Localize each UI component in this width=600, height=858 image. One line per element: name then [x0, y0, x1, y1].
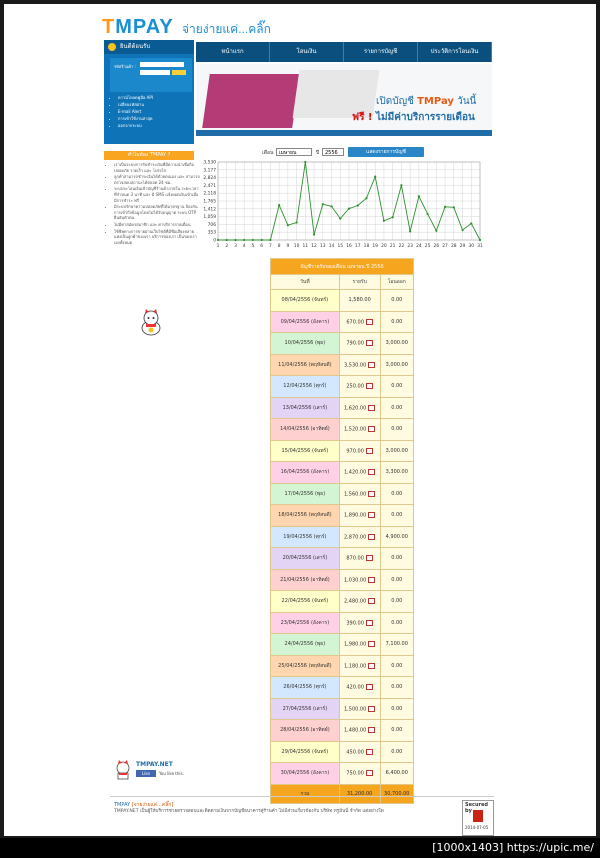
table-row — [271, 354, 414, 376]
row-date: 18/04/2556 (พฤหัสบดี) — [271, 505, 340, 527]
x-tick-label: 9 — [286, 244, 290, 249]
row-income — [339, 698, 380, 720]
why-tmpay-header: ทำไมต้อง TMPAY ? — [104, 151, 194, 160]
data-point — [365, 197, 367, 199]
table-row — [271, 763, 414, 785]
data-point — [348, 208, 350, 210]
row-date: 15/04/2556 (จันทร์) — [271, 440, 340, 462]
x-tick-label: 8 — [277, 244, 281, 249]
login-box — [104, 40, 194, 144]
x-tick-label: 7 — [269, 244, 272, 249]
row-income-value: 1,620.00 — [344, 405, 367, 411]
row-income — [339, 290, 380, 312]
login-form — [110, 58, 192, 92]
detail-arrow-icon[interactable] — [366, 383, 373, 389]
fb-like-text: You like this. — [159, 771, 184, 776]
data-point — [409, 230, 411, 232]
x-tick-label: 27 — [442, 244, 448, 249]
table-row — [271, 505, 414, 527]
nav-statement[interactable]: รายการบัญชี — [344, 42, 418, 62]
login-link-email-alert[interactable]: • E-mail Alert — [118, 108, 153, 115]
merchant-code-label: รหัสร้านค้า : — [114, 64, 136, 69]
row-date: 30/04/2556 (อังคาร) — [271, 763, 340, 785]
data-point — [470, 222, 472, 224]
login-link-password[interactable]: • เปลี่ยนรหัสผ่าน — [118, 101, 153, 108]
total-income: 31,200.00 — [339, 784, 380, 803]
row-out: 0.00 — [380, 677, 413, 699]
data-point — [261, 239, 263, 241]
detail-arrow-icon[interactable] — [368, 469, 375, 475]
data-point — [304, 161, 306, 163]
y-tick-label: 1,765 — [203, 199, 216, 205]
table-total-row — [271, 784, 414, 803]
col-out: โอนออก — [380, 275, 413, 290]
row-date: 09/04/2556 (อังคาร) — [271, 311, 340, 333]
detail-arrow-icon[interactable] — [368, 706, 375, 712]
banner-text-1c: วันนี้ — [457, 96, 477, 107]
banner-text-1b: TMPay — [417, 96, 454, 107]
row-out: 4,900.00 — [380, 526, 413, 548]
x-tick-label: 26 — [433, 244, 440, 249]
login-links — [112, 94, 153, 129]
secured-date: 2014-07-05 — [465, 825, 489, 830]
data-point — [330, 205, 332, 207]
row-date: 28/04/2556 (อาทิตย์) — [271, 720, 340, 742]
row-date: 20/04/2556 (เสาร์) — [271, 548, 340, 570]
secured-by-text: Secured by — [465, 802, 488, 814]
row-out: 0.00 — [380, 290, 413, 312]
row-income-value: 970.00 — [346, 448, 364, 454]
row-date: 11/04/2556 (พฤหัสบดี) — [271, 354, 340, 376]
footer-disclaimer: TMPAY.NET เป็นผู้ให้บริการช่วยตรวจสอบและติดตามเงินจากบัญชีธนาคารสู่ร้านค้า ไม่มีส่วนเกี่ยวข้องกับ บริษัท ทรูมันนี่ จำกัด แต่อย่างใด — [114, 809, 384, 814]
data-point — [252, 239, 254, 241]
row-income-value: 1,030.00 — [344, 577, 367, 583]
data-point — [357, 204, 359, 206]
data-point — [418, 195, 420, 197]
x-tick-label: 15 — [337, 244, 344, 249]
income-table — [270, 258, 414, 804]
detail-arrow-icon[interactable] — [368, 426, 375, 432]
detail-arrow-icon[interactable] — [366, 749, 373, 755]
login-header — [104, 40, 194, 54]
row-income — [339, 354, 380, 376]
row-date: 10/04/2556 (พุธ) — [271, 333, 340, 355]
why-item: • ไม่มีค่าสมัครสมาชิก และ ค่าบริการรายเดือน — [114, 222, 200, 228]
detail-arrow-icon[interactable] — [368, 727, 375, 733]
x-tick-label: 2 — [225, 244, 229, 249]
why-item: • มีระบบรักษาความปลอดภัยที่ได้มาตรฐาน ป้องกันการเข้าถึงข้อมูลโดยไม่ได้รับอนุญาต ระบบ OTP ยืนยันตัวตน — [114, 204, 200, 221]
nav-transfer[interactable]: โอนเงิน — [270, 42, 344, 62]
row-out: 0.00 — [380, 655, 413, 677]
data-point — [339, 217, 341, 219]
banner-headline — [376, 94, 476, 109]
data-point — [287, 224, 289, 226]
income-chart — [198, 158, 488, 252]
year-label: ปี — [316, 150, 320, 156]
row-out: 0.00 — [380, 397, 413, 419]
row-income-value: 390.00 — [346, 620, 364, 626]
login-button[interactable] — [172, 70, 186, 75]
data-point — [435, 230, 437, 232]
fb-like-button[interactable]: Like — [136, 770, 156, 777]
logo-text: MPAY — [115, 16, 174, 38]
row-income — [339, 569, 380, 591]
data-point — [479, 239, 481, 241]
row-income — [339, 677, 380, 699]
month-label: เดือน — [262, 150, 274, 156]
detail-arrow-icon[interactable] — [366, 340, 373, 346]
row-income — [339, 505, 380, 527]
x-tick-label: 12 — [311, 244, 317, 249]
detail-arrow-icon[interactable] — [368, 534, 375, 540]
tmpay-cat-logo-icon — [114, 760, 132, 780]
login-link-logout[interactable]: • ออกจากระบบ — [118, 122, 153, 129]
data-point — [374, 175, 376, 177]
row-out: 0.00 — [380, 591, 413, 613]
x-tick-label: 30 — [468, 244, 475, 249]
row-out: 0.00 — [380, 720, 413, 742]
detail-arrow-icon[interactable] — [368, 577, 375, 583]
row-income-value: 1,480.00 — [344, 727, 367, 734]
y-tick-label: 1,412 — [203, 207, 216, 213]
row-income-value: 3,530.00 — [344, 362, 367, 368]
table-row — [271, 677, 414, 699]
row-date: 21/04/2556 (อาทิตย์) — [271, 569, 340, 591]
x-tick-label: 28 — [451, 244, 457, 249]
why-item: • ใช้ชีพทางการขายผ่านเว็บไซต์ที่มีชื่อเสียงหลายแห่งเป็นลูกค้าของเรา บริการของเรา เป็นของเราเองทั้งหมด — [114, 229, 200, 246]
row-date: 08/04/2556 (จันทร์) — [271, 290, 340, 312]
image-host-caption: [1000x1403] https://upic.me/ — [432, 841, 594, 854]
row-income-value: 750.00 — [346, 770, 364, 777]
x-tick-label: 21 — [389, 244, 396, 249]
x-tick-label: 17 — [354, 244, 361, 249]
x-tick-label: 14 — [328, 244, 335, 249]
col-income: รายรับ — [339, 275, 380, 290]
x-tick-label: 4 — [242, 244, 246, 249]
secured-badge[interactable] — [462, 800, 494, 836]
x-tick-label: 23 — [407, 244, 413, 249]
row-out: 0.00 — [380, 698, 413, 720]
detail-arrow-icon[interactable] — [368, 512, 375, 518]
table-row — [271, 548, 414, 570]
promo-banner[interactable] — [196, 64, 492, 136]
data-point — [322, 203, 324, 205]
table-row — [271, 397, 414, 419]
row-income-value: 670.00 — [346, 319, 364, 325]
row-income-value: 250.00 — [346, 383, 364, 390]
row-out: 0.00 — [380, 612, 413, 634]
row-income — [339, 397, 380, 419]
row-out: 3,300.00 — [380, 462, 413, 484]
x-tick-label: 16 — [346, 244, 352, 249]
row-income-value: 1,500.00 — [344, 706, 367, 712]
y-tick-label: 3,530 — [203, 160, 216, 166]
table-row — [271, 483, 414, 505]
x-tick-label: 24 — [416, 244, 422, 249]
year-select[interactable]: 2556 — [322, 148, 344, 156]
row-out: 0.00 — [380, 548, 413, 570]
table-row — [271, 440, 414, 462]
row-income-value: 1,420.00 — [344, 469, 367, 476]
row-income-value: 1,180.00 — [344, 663, 367, 669]
row-income-value: 2,480.00 — [344, 598, 367, 605]
table-row — [271, 612, 414, 634]
page — [4, 4, 596, 836]
row-income — [339, 462, 380, 484]
table-row — [271, 376, 414, 398]
row-date: 13/04/2556 (เสาร์) — [271, 397, 340, 419]
row-income — [339, 419, 380, 441]
data-point — [243, 239, 245, 241]
row-date: 17/04/2556 (พุธ) — [271, 483, 340, 505]
row-date: 27/04/2556 (เสาร์) — [271, 698, 340, 720]
row-date: 26/04/2556 (ศุกร์) — [271, 677, 340, 699]
banner-text-2b: ไม่มีค่าบริการรายเดือน — [375, 112, 475, 123]
data-point — [400, 184, 402, 186]
row-date: 24/04/2556 (พุธ) — [271, 634, 340, 656]
table-row — [271, 419, 414, 441]
row-out: 3,000.00 — [380, 354, 413, 376]
row-income — [339, 376, 380, 398]
row-date: 14/04/2556 (อาทิตย์) — [271, 419, 340, 441]
row-date: 23/04/2556 (อังคาร) — [271, 612, 340, 634]
row-income-value: 420.00 — [346, 684, 364, 691]
row-income-value: 1,520.00 — [344, 426, 367, 433]
table-row — [271, 741, 414, 763]
detail-arrow-icon[interactable] — [368, 641, 375, 647]
row-income-value: 1,890.00 — [344, 512, 367, 519]
y-tick-label: 2,118 — [203, 191, 216, 197]
login-title: ยินดีต้อนรับ — [120, 43, 151, 50]
row-out: 0.00 — [380, 569, 413, 591]
main-nav — [196, 42, 492, 62]
detail-arrow-icon[interactable] — [366, 319, 373, 325]
data-point — [217, 239, 219, 241]
tagline: จ่ายง่ายแค่...คลิ๊ก — [182, 22, 271, 36]
row-date: 29/04/2556 (จันทร์) — [271, 741, 340, 763]
row-income — [339, 763, 380, 785]
data-point — [453, 206, 455, 208]
row-out: 0.00 — [380, 483, 413, 505]
row-out: 7,100.00 — [380, 634, 413, 656]
data-point — [392, 216, 394, 218]
nav-home[interactable]: หน้าแรก — [196, 42, 270, 62]
table-row — [271, 333, 414, 355]
row-income — [339, 440, 380, 462]
why-item: • ลูกค้าสามารถชำระเงินได้ด้วยตนเอง และ สามารถตรวจสอบสถานะได้ตลอด 24 ชม. — [114, 174, 200, 185]
x-tick-label: 11 — [302, 244, 309, 249]
row-out: 3,000.00 — [380, 440, 413, 462]
detail-arrow-icon[interactable] — [368, 598, 375, 604]
table-row — [271, 526, 414, 548]
x-tick-label: 31 — [477, 244, 483, 249]
data-point — [383, 220, 385, 222]
data-point — [269, 239, 271, 241]
lucky-cat-mascot-icon — [138, 308, 164, 336]
banner-text-2a: ฟรี ! — [352, 112, 373, 123]
row-income — [339, 720, 380, 742]
row-out: 0.00 — [380, 376, 413, 398]
row-income — [339, 333, 380, 355]
logo[interactable] — [102, 16, 174, 39]
table-row — [271, 634, 414, 656]
login-link-last-access[interactable]: • การเข้าใช้งานล่าสุด — [118, 115, 153, 122]
detail-arrow-icon[interactable] — [368, 405, 375, 411]
detail-arrow-icon[interactable] — [366, 684, 373, 690]
y-tick-label: 2,824 — [203, 176, 216, 182]
x-tick-label: 19 — [372, 244, 378, 249]
x-tick-label: 6 — [260, 244, 264, 249]
row-income-value: 1,580.00 — [348, 297, 371, 304]
detail-arrow-icon[interactable] — [366, 770, 373, 776]
y-tick-label: 2,471 — [203, 183, 216, 189]
x-tick-label: 20 — [381, 244, 387, 249]
banner-text-1a: เปิดบัญชี — [376, 96, 414, 107]
why-item: • ระบบจะโอนเงินเข้าบัญชีร้านค้าภายใน ระยะเวลาที่กำหนด 3 นาที และ มี SMS แจ้งยอดเงินเข้าเมื่อมีการชำระ ฟรี — [114, 186, 200, 203]
row-date: 16/04/2556 (อังคาร) — [271, 462, 340, 484]
row-date: 25/04/2556 (พฤหัสบดี) — [271, 655, 340, 677]
row-income-value: 870.00 — [346, 555, 364, 562]
data-point — [427, 213, 429, 215]
footer-brand-tagline: [จ่ายง่ายแค่...คลิ๊ก] — [131, 802, 174, 808]
password-field[interactable] — [140, 70, 170, 75]
table-row — [271, 720, 414, 742]
fb-page-name[interactable]: TMPAY.NET — [136, 761, 173, 768]
x-tick-label: 13 — [320, 244, 326, 249]
data-point — [296, 221, 298, 223]
arrow-down-icon — [108, 43, 116, 51]
footer-brand-name: TMPAY — [114, 802, 131, 808]
row-income — [339, 526, 380, 548]
row-income — [339, 634, 380, 656]
row-income-value: 790.00 — [346, 340, 364, 347]
table-row — [271, 591, 414, 613]
y-tick-label: 0 — [213, 238, 216, 244]
banner-subline — [352, 110, 475, 125]
login-link-api[interactable]: • ดาวน์โหลดคู่มือ API — [118, 94, 153, 101]
row-income — [339, 483, 380, 505]
detail-arrow-icon[interactable] — [368, 491, 375, 497]
total-out: 30,700.00 — [380, 784, 413, 803]
row-income-value: 450.00 — [346, 749, 364, 755]
x-tick-label: 25 — [424, 244, 431, 249]
x-tick-label: 22 — [398, 244, 405, 249]
table-row — [271, 462, 414, 484]
data-point — [313, 233, 315, 235]
row-out: 0.00 — [380, 419, 413, 441]
table-row — [271, 569, 414, 591]
row-date: 19/04/2556 (ศุกร์) — [271, 526, 340, 548]
data-point — [444, 206, 446, 208]
y-tick-label: 706 — [207, 222, 216, 228]
row-date: 22/04/2556 (จันทร์) — [271, 591, 340, 613]
y-tick-label: 353 — [207, 230, 216, 236]
show-statement-button[interactable]: แสดงรายการบัญชี — [348, 147, 424, 157]
row-income — [339, 655, 380, 677]
nav-transfer-history[interactable]: ประวัติการโอนเงิน — [418, 42, 492, 62]
data-point — [461, 229, 463, 231]
x-tick-label: 10 — [293, 244, 300, 249]
why-tmpay-list — [108, 162, 200, 246]
row-out: 3,000.00 — [380, 333, 413, 355]
month-select[interactable]: เมษายน — [276, 148, 312, 156]
detail-arrow-icon[interactable] — [368, 362, 375, 368]
banner-strip — [196, 130, 492, 136]
data-point — [234, 239, 236, 241]
row-out: 0.00 — [380, 311, 413, 333]
table-row — [271, 311, 414, 333]
data-point — [278, 204, 280, 206]
row-income — [339, 311, 380, 333]
row-income — [339, 591, 380, 613]
table-row — [271, 655, 414, 677]
total-label: รวม — [271, 784, 340, 803]
y-tick-label: 1,059 — [203, 215, 216, 221]
col-date: วันที่ — [271, 275, 340, 290]
banner-graphic — [202, 74, 300, 128]
detail-arrow-icon[interactable] — [366, 448, 373, 454]
y-tick-label: 3,177 — [203, 168, 216, 174]
footer-divider — [110, 796, 494, 797]
row-income-value: 2,870.00 — [344, 534, 367, 540]
x-tick-label: 5 — [251, 244, 255, 249]
merchant-code-field[interactable] — [140, 62, 184, 67]
table-caption: บัญชีรายรับของเดือน เมษายน ปี 2556 — [271, 259, 414, 275]
row-income — [339, 548, 380, 570]
row-income-value: 1,980.00 — [344, 641, 367, 648]
table-row — [271, 290, 414, 312]
row-income-value: 1,560.00 — [344, 491, 367, 497]
row-income — [339, 612, 380, 634]
data-point — [226, 239, 228, 241]
detail-arrow-icon[interactable] — [368, 663, 375, 669]
table-row — [271, 698, 414, 720]
detail-arrow-icon[interactable] — [366, 555, 373, 561]
row-out: 0.00 — [380, 741, 413, 763]
shield-icon — [473, 810, 483, 822]
x-tick-label: 3 — [234, 244, 237, 249]
x-tick-label: 18 — [363, 244, 370, 249]
why-item: • เราเป็นระบบการรับชำระเงินที่มีความน่าเชื่อถือ ปลอดภัย รวดเร็ว และ โปร่งใส — [114, 162, 200, 173]
image-host-strip — [0, 838, 600, 858]
row-out: 6,400.00 — [380, 763, 413, 785]
row-income — [339, 741, 380, 763]
x-tick-label: 1 — [216, 244, 220, 249]
row-date: 12/04/2556 (ศุกร์) — [271, 376, 340, 398]
x-tick-label: 29 — [459, 244, 466, 249]
detail-arrow-icon[interactable] — [366, 620, 373, 626]
logo-t: T — [102, 16, 116, 38]
row-out: 0.00 — [380, 505, 413, 527]
